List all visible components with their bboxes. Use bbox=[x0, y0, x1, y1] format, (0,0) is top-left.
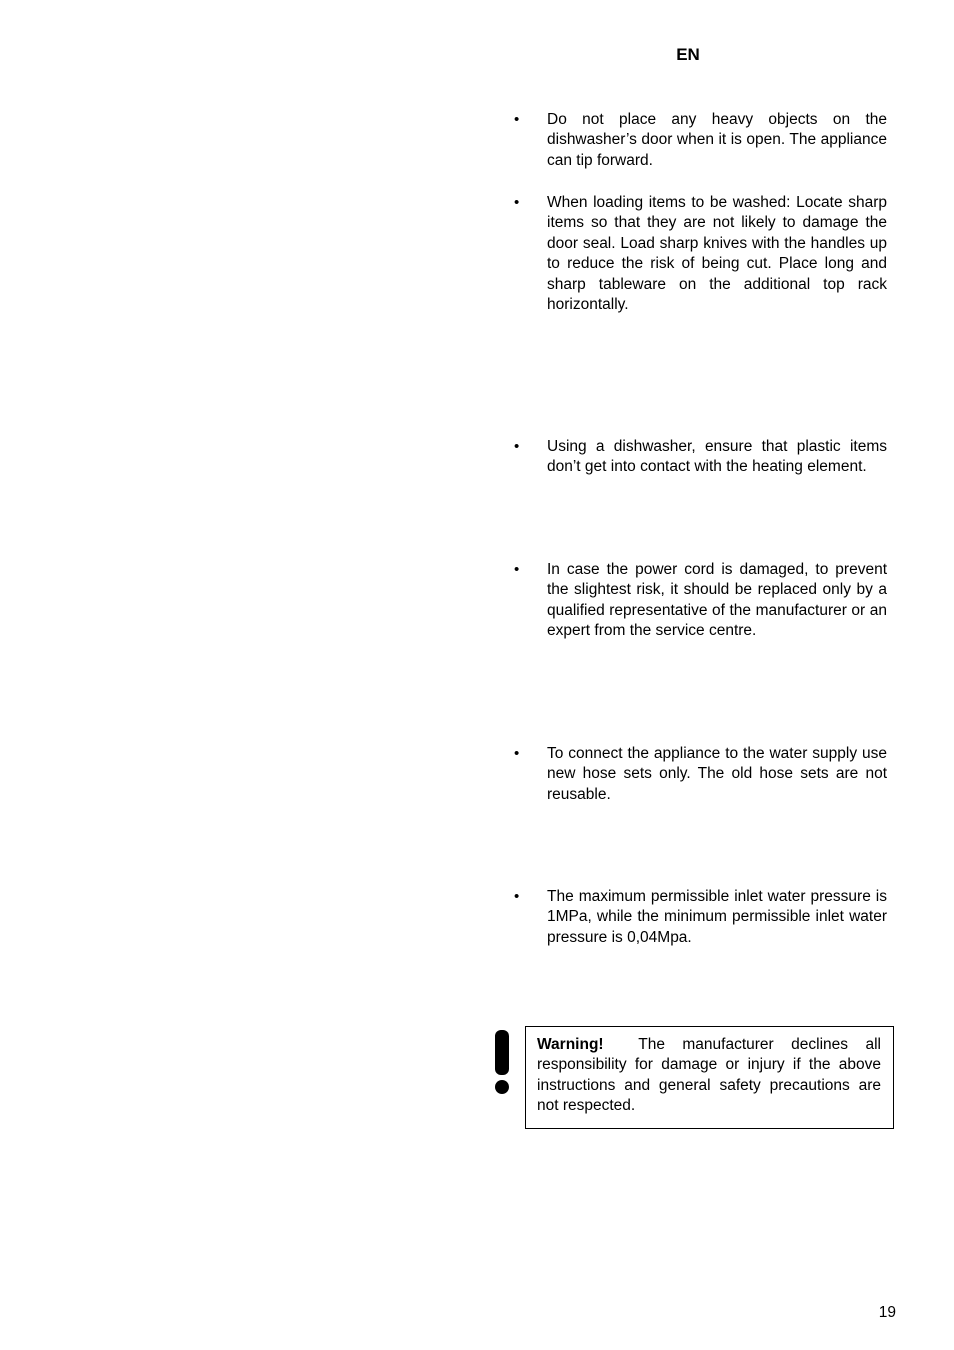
item-text: In case the power cord is damaged, to prevent the slightest risk, it should be replaced only by a qualified representative of the manufacturer or an expert from the service centre. bbox=[547, 561, 887, 640]
page-number: 19 bbox=[878, 1304, 896, 1321]
list-item bbox=[514, 193, 887, 315]
list-item bbox=[514, 887, 887, 948]
list-item bbox=[514, 110, 887, 171]
bullet: • bbox=[514, 111, 520, 128]
item-text: Do not place any heavy objects on the dishwasher’s door when it is open. The appliance can tip forward. bbox=[547, 111, 887, 169]
warning-box bbox=[525, 1026, 894, 1129]
language-code: EN bbox=[676, 45, 700, 64]
list-item bbox=[514, 437, 887, 478]
list-item bbox=[514, 744, 887, 805]
bullet: • bbox=[514, 194, 520, 211]
item-text: Using a dishwasher, ensure that plastic items don’t get into contact with the heating element. bbox=[547, 438, 887, 476]
list-item bbox=[514, 560, 887, 642]
item-text: To connect the appliance to the water supply use new hose sets only. The old hose sets are not reusable. bbox=[547, 745, 887, 803]
warning-text: The manufacturer declines all responsibility for damage or injury if the above instructions and general safety precautions are not respected. bbox=[537, 1036, 881, 1115]
exclamation-icon bbox=[494, 1030, 510, 1096]
item-text: The maximum permissible inlet water pressure is 1MPa, while the minimum permissible inlet water pressure is 0,04Mpa. bbox=[547, 888, 887, 946]
bullet: • bbox=[514, 561, 520, 578]
bullet: • bbox=[514, 888, 520, 905]
warning-label: Warning! bbox=[537, 1036, 604, 1053]
bullet: • bbox=[514, 745, 520, 762]
item-text: When loading items to be washed: Locate sharp items so that they are not likely to damage the door seal. Load sharp knives with the handles up to reduce the risk of being cut. Place long and sharp tableware on the additional top rack horizontally. bbox=[547, 194, 887, 314]
bullet: • bbox=[514, 438, 520, 455]
